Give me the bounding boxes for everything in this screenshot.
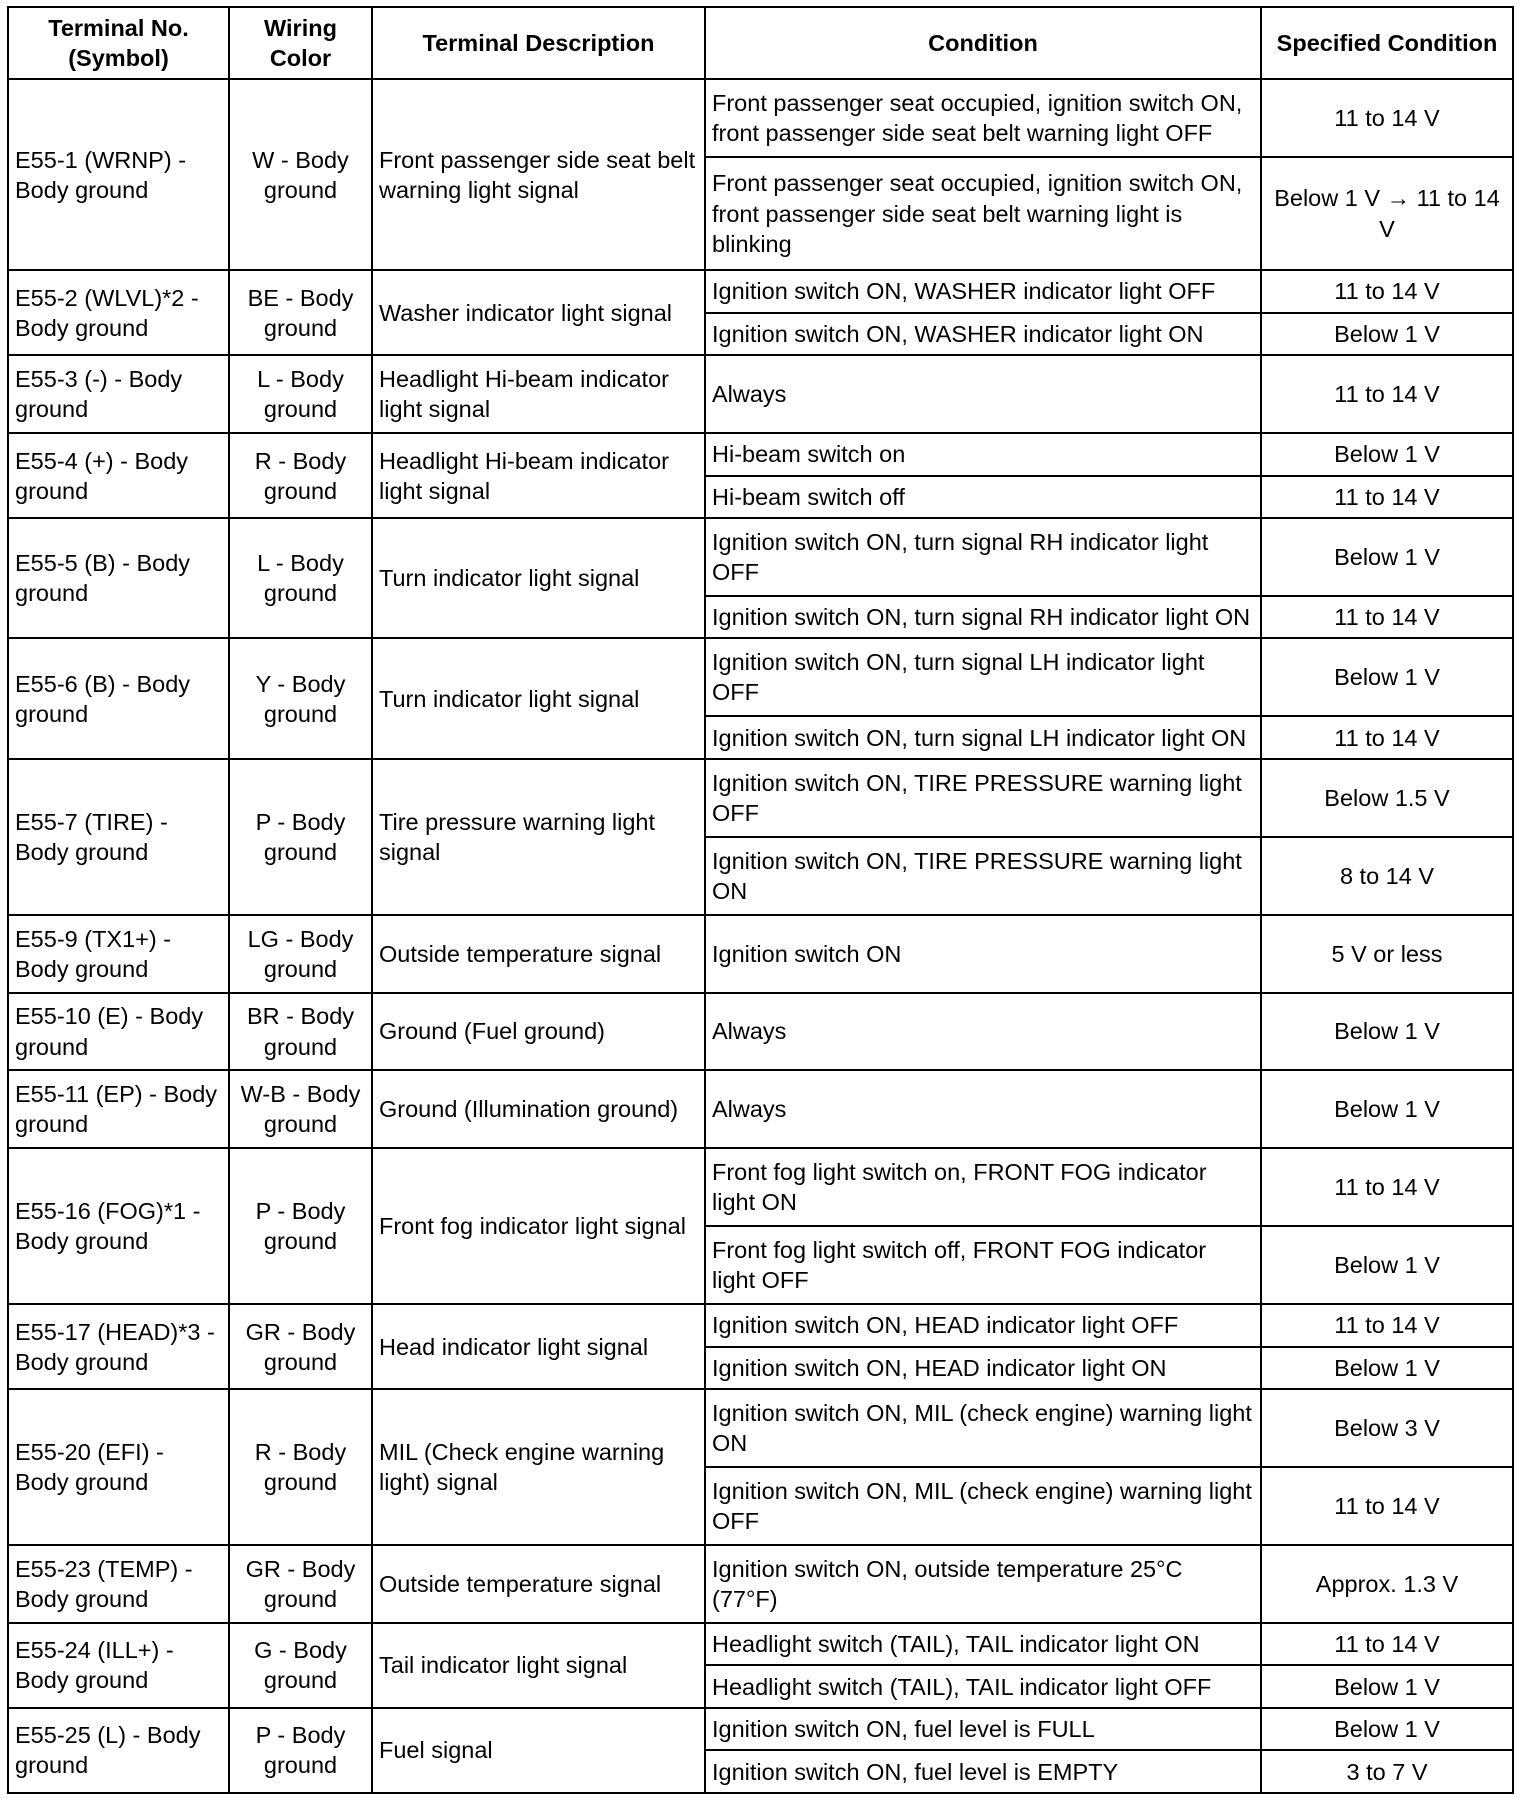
condition-cell: Ignition switch ON, fuel level is EMPTY: [705, 1750, 1261, 1793]
wiring-color-cell: Y - Body ground: [229, 638, 372, 758]
condition-cell: Front passenger seat occupied, ignition switch ON, front passenger side seat belt warning light is blinking: [705, 157, 1261, 270]
wiring-color-cell: GR - Body ground: [229, 1304, 372, 1389]
condition-cell: Ignition switch ON, TIRE PRESSURE warning light ON: [705, 837, 1261, 915]
table-row: [8, 1389, 1513, 1467]
condition-cell: Ignition switch ON, turn signal RH indicator light OFF: [705, 518, 1261, 596]
specified-condition-cell: Approx. 1.3 V: [1261, 1545, 1513, 1623]
table-row: [8, 1623, 1513, 1665]
specified-condition-cell: Below 1 V: [1261, 1347, 1513, 1389]
specified-condition-cell: Below 1 V: [1261, 638, 1513, 716]
description-cell: Turn indicator light signal: [372, 638, 705, 758]
description-cell: Front passenger side seat belt warning light signal: [372, 79, 705, 270]
header-description: Terminal Description: [372, 7, 705, 79]
description-cell: Ground (Illumination ground): [372, 1070, 705, 1148]
wiring-color-cell: W-B - Body ground: [229, 1070, 372, 1148]
condition-cell: Ignition switch ON, turn signal LH indicator light OFF: [705, 638, 1261, 716]
terminal-cell: E55-1 (WRNP) - Body ground: [8, 79, 229, 270]
condition-cell: Always: [705, 355, 1261, 433]
description-cell: Headlight Hi-beam indicator light signal: [372, 355, 705, 433]
specified-condition-cell: Below 1 V: [1261, 993, 1513, 1071]
terminal-cell: E55-2 (WLVL)*2 - Body ground: [8, 270, 229, 355]
wiring-color-cell: G - Body ground: [229, 1623, 372, 1708]
condition-cell: Ignition switch ON, TIRE PRESSURE warning light OFF: [705, 759, 1261, 837]
condition-cell: Front passenger seat occupied, ignition switch ON, front passenger side seat belt warning light OFF: [705, 79, 1261, 157]
header-wiring-color: Wiring Color: [229, 7, 372, 79]
table-row: [8, 638, 1513, 716]
table-row: [8, 1148, 1513, 1226]
specified-condition-cell: 11 to 14 V: [1261, 79, 1513, 157]
description-cell: Tail indicator light signal: [372, 1623, 705, 1708]
wiring-color-cell: GR - Body ground: [229, 1545, 372, 1623]
description-cell: Outside temperature signal: [372, 1545, 705, 1623]
condition-cell: Ignition switch ON, turn signal RH indicator light ON: [705, 596, 1261, 638]
description-cell: Outside temperature signal: [372, 915, 705, 993]
wiring-color-cell: L - Body ground: [229, 355, 372, 433]
condition-cell: Always: [705, 993, 1261, 1071]
condition-cell: Ignition switch ON, turn signal LH indicator light ON: [705, 716, 1261, 758]
specified-condition-cell: 11 to 14 V: [1261, 270, 1513, 312]
terminal-cell: E55-6 (B) - Body ground: [8, 638, 229, 758]
condition-cell: Ignition switch ON, WASHER indicator light OFF: [705, 270, 1261, 312]
table-body: [8, 79, 1513, 1793]
table-row: [8, 993, 1513, 1071]
condition-cell: Hi-beam switch on: [705, 433, 1261, 475]
table-row: [8, 355, 1513, 433]
terminal-cell: E55-25 (L) - Body ground: [8, 1708, 229, 1793]
terminal-cell: E55-10 (E) - Body ground: [8, 993, 229, 1071]
table-row: [8, 1708, 1513, 1750]
terminal-cell: E55-17 (HEAD)*3 - Body ground: [8, 1304, 229, 1389]
specified-condition-cell: 5 V or less: [1261, 915, 1513, 993]
specified-condition-cell: 11 to 14 V: [1261, 1467, 1513, 1545]
specified-condition-cell: 11 to 14 V: [1261, 596, 1513, 638]
specified-condition-cell: Below 3 V: [1261, 1389, 1513, 1467]
wiring-color-cell: R - Body ground: [229, 433, 372, 518]
condition-cell: Ignition switch ON, outside temperature 25°C (77°F): [705, 1545, 1261, 1623]
header-terminal: Terminal No. (Symbol): [8, 7, 229, 79]
condition-cell: Headlight switch (TAIL), TAIL indicator light ON: [705, 1623, 1261, 1665]
wiring-color-cell: R - Body ground: [229, 1389, 372, 1545]
condition-cell: Always: [705, 1070, 1261, 1148]
specified-condition-cell: Below 1 V: [1261, 313, 1513, 355]
condition-cell: Ignition switch ON, HEAD indicator light ON: [705, 1347, 1261, 1389]
table-row: [8, 759, 1513, 837]
condition-cell: Ignition switch ON, MIL (check engine) warning light OFF: [705, 1467, 1261, 1545]
wiring-color-cell: L - Body ground: [229, 518, 372, 638]
table-row: [8, 1545, 1513, 1623]
table-row: [8, 270, 1513, 312]
terminal-cell: E55-20 (EFI) - Body ground: [8, 1389, 229, 1545]
header-condition: Condition: [705, 7, 1261, 79]
wiring-color-cell: BE - Body ground: [229, 270, 372, 355]
terminal-cell: E55-23 (TEMP) - Body ground: [8, 1545, 229, 1623]
condition-cell: Headlight switch (TAIL), TAIL indicator light OFF: [705, 1665, 1261, 1707]
specified-condition-cell: Below 1 V: [1261, 1665, 1513, 1707]
wiring-color-cell: P - Body ground: [229, 1708, 372, 1793]
specified-condition-cell: 11 to 14 V: [1261, 1623, 1513, 1665]
terminal-cell: E55-9 (TX1+) - Body ground: [8, 915, 229, 993]
condition-cell: Ignition switch ON, HEAD indicator light OFF: [705, 1304, 1261, 1346]
table-row: [8, 433, 1513, 475]
condition-cell: Front fog light switch on, FRONT FOG indicator light ON: [705, 1148, 1261, 1226]
condition-cell: Ignition switch ON, MIL (check engine) warning light ON: [705, 1389, 1261, 1467]
header-specified-condition: Specified Condition: [1261, 7, 1513, 79]
table-row: [8, 518, 1513, 596]
condition-cell: Ignition switch ON: [705, 915, 1261, 993]
terminal-cell: E55-16 (FOG)*1 - Body ground: [8, 1148, 229, 1304]
header-row: [8, 7, 1513, 79]
description-cell: Head indicator light signal: [372, 1304, 705, 1389]
wiring-color-cell: P - Body ground: [229, 1148, 372, 1304]
specified-condition-cell: Below 1 V: [1261, 433, 1513, 475]
condition-cell: Ignition switch ON, fuel level is FULL: [705, 1708, 1261, 1750]
description-cell: Tire pressure warning light signal: [372, 759, 705, 915]
terminal-cell: E55-11 (EP) - Body ground: [8, 1070, 229, 1148]
terminal-cell: E55-3 (-) - Body ground: [8, 355, 229, 433]
description-cell: Headlight Hi-beam indicator light signal: [372, 433, 705, 518]
condition-cell: Ignition switch ON, WASHER indicator light ON: [705, 313, 1261, 355]
table-row: [8, 79, 1513, 157]
specified-condition-cell: Below 1 V: [1261, 1708, 1513, 1750]
wiring-color-cell: LG - Body ground: [229, 915, 372, 993]
terminal-cell: E55-24 (ILL+) - Body ground: [8, 1623, 229, 1708]
specified-condition-cell: 3 to 7 V: [1261, 1750, 1513, 1793]
description-cell: Front fog indicator light signal: [372, 1148, 705, 1304]
wiring-color-cell: P - Body ground: [229, 759, 372, 915]
description-cell: Ground (Fuel ground): [372, 993, 705, 1071]
description-cell: Turn indicator light signal: [372, 518, 705, 638]
wiring-color-cell: BR - Body ground: [229, 993, 372, 1071]
terminal-table: [7, 6, 1514, 1794]
description-cell: Washer indicator light signal: [372, 270, 705, 355]
specified-condition-cell: Below 1.5 V: [1261, 759, 1513, 837]
terminal-cell: E55-4 (+) - Body ground: [8, 433, 229, 518]
condition-cell: Front fog light switch off, FRONT FOG indicator light OFF: [705, 1226, 1261, 1304]
description-cell: MIL (Check engine warning light) signal: [372, 1389, 705, 1545]
specified-condition-cell: 11 to 14 V: [1261, 716, 1513, 758]
specified-condition-cell: Below 1 V → 11 to 14 V: [1261, 157, 1513, 270]
wiring-color-cell: W - Body ground: [229, 79, 372, 270]
terminal-cell: E55-7 (TIRE) - Body ground: [8, 759, 229, 915]
specified-condition-cell: Below 1 V: [1261, 518, 1513, 596]
terminal-cell: E55-5 (B) - Body ground: [8, 518, 229, 638]
table-row: [8, 1304, 1513, 1346]
description-cell: Fuel signal: [372, 1708, 705, 1793]
table-row: [8, 915, 1513, 993]
table-row: [8, 1070, 1513, 1148]
specified-condition-cell: 11 to 14 V: [1261, 1148, 1513, 1226]
specified-condition-cell: 11 to 14 V: [1261, 476, 1513, 518]
specified-condition-cell: Below 1 V: [1261, 1226, 1513, 1304]
condition-cell: Hi-beam switch off: [705, 476, 1261, 518]
specified-condition-cell: Below 1 V: [1261, 1070, 1513, 1148]
specified-condition-cell: 11 to 14 V: [1261, 1304, 1513, 1346]
specified-condition-cell: 11 to 14 V: [1261, 355, 1513, 433]
specified-condition-cell: 8 to 14 V: [1261, 837, 1513, 915]
